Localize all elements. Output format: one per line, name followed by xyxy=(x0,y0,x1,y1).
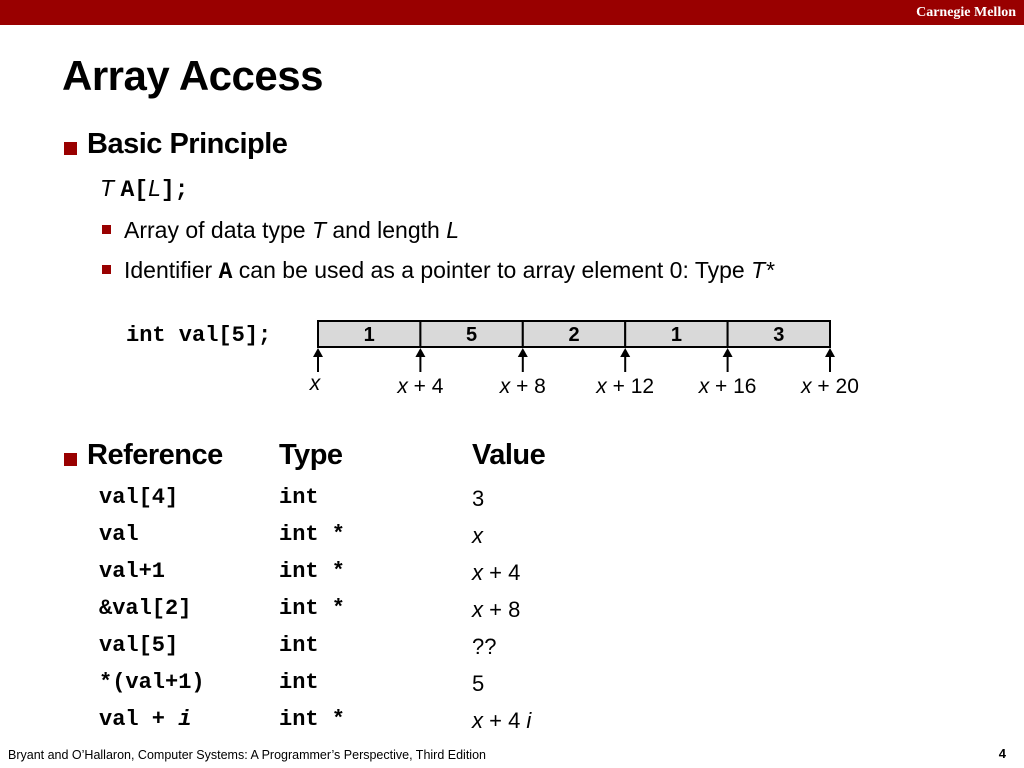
address-base: x xyxy=(499,375,511,398)
table-row-reference xyxy=(99,670,205,695)
table-header-reference: Reference xyxy=(87,439,223,471)
bullet2-identifier: A xyxy=(218,259,233,285)
decl-type: T xyxy=(100,175,115,201)
arrow-up-icon xyxy=(415,348,425,357)
table-row-reference xyxy=(99,633,178,658)
table-row-value xyxy=(472,597,520,623)
bullet1-pre: Array of data type xyxy=(124,217,312,243)
address-label xyxy=(595,375,654,398)
table-row-type: int xyxy=(279,670,319,695)
value-var: x xyxy=(472,560,483,585)
reference-expr: val[5] xyxy=(99,633,179,658)
value-expr: ?? xyxy=(472,634,497,659)
bullet2-mid: can be used as a pointer to array element 0: Type xyxy=(232,257,752,283)
table-row-type: int xyxy=(279,633,319,658)
value-var: x xyxy=(472,708,483,733)
page-number: 4 xyxy=(998,746,1006,761)
diagram-declaration: int val[5]; xyxy=(126,323,272,348)
value-expr: 5 xyxy=(472,671,485,696)
arrow-up-icon xyxy=(825,348,835,357)
value-var: x xyxy=(472,523,483,548)
table-row-value xyxy=(472,708,531,734)
address-offset: + 8 xyxy=(510,375,546,398)
table-row-reference xyxy=(99,485,178,510)
array-cell-value: 1 xyxy=(670,324,682,346)
decl-name: A xyxy=(120,177,135,203)
address-label xyxy=(698,375,757,398)
table-row-type: int * xyxy=(279,596,346,621)
table-row-value xyxy=(472,486,484,512)
arrow-up-icon xyxy=(313,348,323,357)
value-index-var: i xyxy=(526,708,532,733)
brand-label: Carnegie Mellon xyxy=(916,5,1016,20)
value-expr: + 4 xyxy=(483,560,521,585)
value-var: x xyxy=(472,597,483,622)
arrow-up-icon xyxy=(723,348,733,357)
bullet1-mid: and length xyxy=(326,217,447,243)
address-offset: + 12 xyxy=(606,375,655,398)
value-expr: 3 xyxy=(472,486,485,511)
reference-expr: val+1 xyxy=(99,559,166,584)
table-row-reference xyxy=(99,522,139,547)
bullet1-length: L xyxy=(446,217,460,243)
footer-citation: Bryant and O’Hallaron, Computer Systems: A Programmer’s Perspective, Third Edition xyxy=(8,748,486,762)
address-offset: + 20 xyxy=(811,375,859,398)
table-row-value xyxy=(472,671,484,697)
address-offset: + 4 xyxy=(407,375,444,398)
arrow-up-icon xyxy=(518,348,528,357)
table-row-reference xyxy=(99,707,191,732)
array-cell-value: 1 xyxy=(363,324,375,346)
reference-expr: val + xyxy=(99,707,179,732)
table-header-type: Type xyxy=(279,439,343,471)
address-label xyxy=(800,375,859,398)
table-row-reference xyxy=(99,559,165,584)
table-row-value xyxy=(472,523,483,549)
reference-expr: *(val+1) xyxy=(99,670,205,695)
address-label xyxy=(499,375,546,398)
table-header-value: Value xyxy=(472,439,546,471)
reference-expr: val[4] xyxy=(99,485,179,510)
table-row-type: int xyxy=(279,485,319,510)
table-row-reference xyxy=(99,596,191,621)
table-row-value xyxy=(472,634,496,660)
bullet2-pointer-type: T* xyxy=(751,257,775,283)
address-base: x xyxy=(596,375,607,398)
address-base: x xyxy=(698,375,710,398)
array-cell-value: 3 xyxy=(773,324,785,346)
table-row-type: int * xyxy=(279,522,346,547)
address-base: x xyxy=(801,375,812,398)
address-label xyxy=(309,372,322,395)
bullet1-type: T xyxy=(311,217,326,243)
table-row-value xyxy=(472,560,520,586)
slide-title: Array Access xyxy=(62,52,323,99)
decl-close: ]; xyxy=(160,177,189,203)
address-base: x xyxy=(309,372,321,395)
address-label xyxy=(396,375,443,398)
array-cell-value: 5 xyxy=(466,324,478,346)
address-offset: + 16 xyxy=(709,375,757,398)
principle-heading: Basic Principle xyxy=(87,128,288,160)
arrow-up-icon xyxy=(620,348,630,357)
reference-index-var: i xyxy=(178,707,192,732)
decl-open: [ xyxy=(134,177,149,203)
value-expr: + 4 xyxy=(483,708,527,733)
address-base: x xyxy=(397,375,408,398)
table-row-type: int * xyxy=(279,707,346,732)
table-row-type: int * xyxy=(279,559,346,584)
decl-length: L xyxy=(148,175,161,201)
value-expr: + 8 xyxy=(483,597,521,622)
bullet2-pre: Identifier xyxy=(124,257,219,283)
reference-expr: &val[2] xyxy=(99,596,192,621)
array-cell-value: 2 xyxy=(568,324,580,346)
bullet-square-icon xyxy=(64,453,77,466)
reference-expr: val xyxy=(99,522,139,547)
